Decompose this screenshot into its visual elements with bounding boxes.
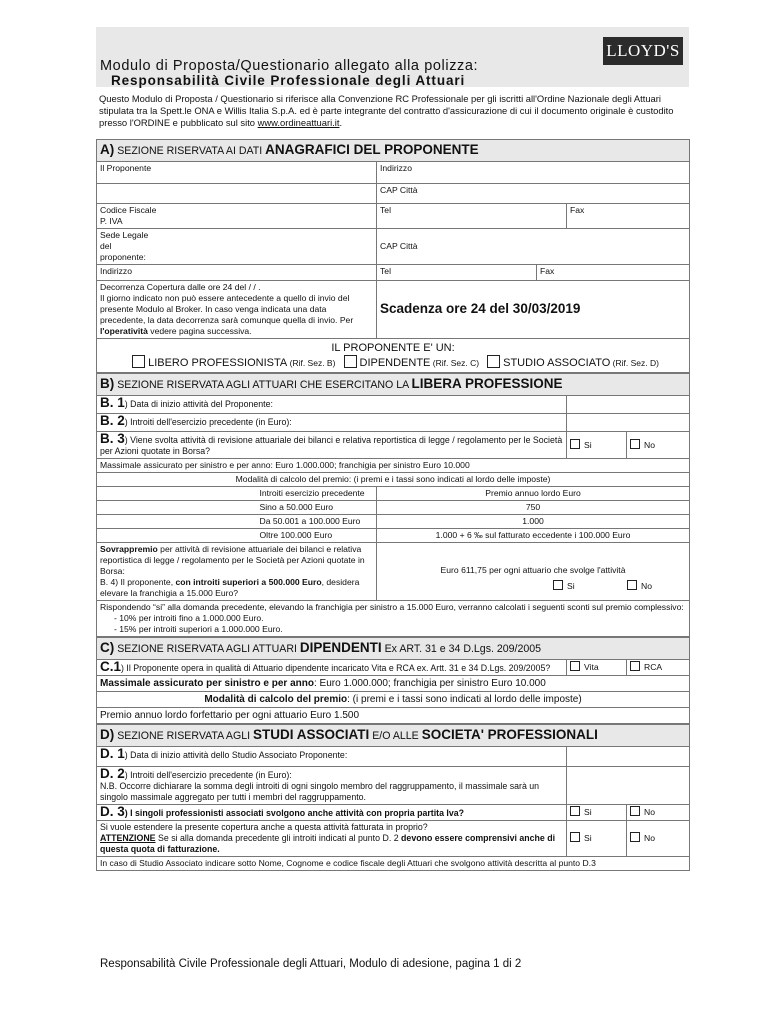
intro-end: .: [339, 117, 343, 129]
section-d-mid: E/O ALLE: [369, 729, 422, 742]
c-modalita: [97, 691, 690, 707]
d3-question: [97, 804, 567, 820]
estendere-no-option[interactable]: [627, 820, 690, 856]
section-a-letter: A): [100, 141, 115, 157]
d3-no-label: No: [644, 807, 655, 818]
section-a-header: [97, 139, 690, 161]
section-a-title: ANAGRAFICI DEL PROPONENTE: [265, 141, 479, 157]
d3-no-option[interactable]: [627, 804, 690, 820]
decorrenza-field[interactable]: [97, 280, 377, 338]
c1-rca-checkbox[interactable]: [630, 661, 640, 671]
estendere-si-checkbox[interactable]: [570, 832, 580, 842]
tel-label: Tel: [380, 204, 391, 215]
rate-row-1-premio: 1.000: [377, 514, 690, 528]
b4-no-label: No: [641, 580, 653, 591]
attenzione-bold: devono essere comprensivi anche di questa quota di fatturazione.: [100, 832, 556, 854]
b3-num: B. 3: [100, 430, 125, 446]
opt1-ref: (Rif. Sez. B): [287, 357, 336, 368]
b4-si-label: Si: [567, 580, 575, 591]
fax-label: Fax: [570, 204, 585, 215]
sede-legale-field[interactable]: [97, 228, 377, 264]
rate-row-2-introiti: Oltre 100.000 Euro: [257, 528, 377, 542]
sovrappremio-value: Euro 611,75 per ogni attuario che svolge l'attività: [440, 564, 626, 575]
b4-no-option[interactable]: [627, 580, 652, 592]
b4-si-option[interactable]: [553, 580, 575, 592]
rate-header-introiti: Introiti esercizio precedente: [257, 486, 377, 500]
cap-citta-label: CAP Città: [380, 184, 418, 195]
b3-text: ) Viene svolta attività di revisione attuariale dei bilanci e relativa reportistica di legge / regolamento per le Società per Azioni quotate in Borsa?: [100, 434, 563, 456]
dipendente-checkbox[interactable]: [344, 355, 357, 368]
il-proponente-label: IL PROPONENTE E' UN:: [331, 341, 455, 354]
c-massimale: [97, 675, 690, 691]
section-c-title: DIPENDENTI: [299, 639, 382, 655]
codice-fiscale-field[interactable]: [97, 203, 377, 228]
sovrappremio-value-cell: [377, 542, 690, 600]
b-modalita: Modalità di calcolo del premio: (i premi e i tassi sono indicati al lordo delle imposte): [97, 472, 690, 486]
opt2-ref: (Rif. Sez. C): [430, 357, 480, 368]
b4-options: [377, 580, 689, 592]
decorrenza-label: Decorrenza Copertura dalle ore 24 del / / .: [100, 281, 261, 292]
opt2-label: DIPENDENTE: [359, 356, 431, 369]
rate-row-0-premio: 750: [377, 500, 690, 514]
d-note: In caso di Studio Associato indicare sotto Nome, Cognome e codice fiscale degli Attuari che svolgono attività descritta al punto D.3: [97, 856, 690, 870]
section-c-post: Ex ART. 31 e 34 D.Lgs. 209/2005: [381, 642, 542, 655]
estendere-question: [97, 820, 567, 856]
section-d-letter: D): [100, 726, 115, 742]
b2-question: [97, 413, 567, 431]
operativita-end: vedere pagina successiva.: [147, 325, 252, 336]
rate-row-0-introiti: Sino a 50.000 Euro: [257, 500, 377, 514]
section-d-pre: SEZIONE RISERVATA AGLI: [114, 729, 253, 742]
section-d-title-2: SOCIETA' PROFESSIONALI: [421, 726, 598, 742]
d3-num: D. 3: [100, 803, 125, 819]
d3-si-checkbox[interactable]: [570, 806, 580, 816]
section-b-table: [96, 373, 690, 637]
d3-si-option[interactable]: [567, 804, 627, 820]
c1-rca-option[interactable]: [627, 659, 690, 675]
rate-header-premio: Premio annuo lordo Euro: [377, 486, 690, 500]
opt3-ref: (Rif. Sez. D): [610, 357, 659, 368]
section-d-title: STUDI ASSOCIATI: [253, 726, 370, 742]
estendere-si-label: Si: [584, 833, 592, 844]
d1-question: [97, 746, 567, 766]
d3-si-label: Si: [584, 807, 592, 818]
b3-no-option[interactable]: [627, 431, 690, 458]
c1-vita-label: Vita: [584, 662, 599, 673]
section-c-table: [96, 637, 690, 724]
c-premio: Premio annuo lordo forfettario per ogni attuario Euro 1.500: [97, 707, 690, 723]
d2-question: [97, 766, 567, 804]
piva-label: P. IVA: [100, 215, 123, 226]
rate-spacer: [97, 486, 257, 500]
c1-rca-label: RCA: [644, 662, 663, 673]
cap-citta-field-2[interactable]: [377, 228, 690, 264]
c1-vita-checkbox[interactable]: [570, 661, 580, 671]
b2-text: ) Introiti dell'esercizio precedente (in Euro):: [124, 416, 292, 427]
c1-question: [97, 659, 567, 675]
form-page: [96, 27, 689, 871]
d1-answer-field[interactable]: [567, 746, 690, 766]
b3-si-checkbox[interactable]: [570, 439, 580, 449]
b4-end: , desidera elevare la franchigia a 15.000 Euro?: [100, 576, 360, 598]
estendere-no-label: No: [644, 833, 655, 844]
opt1-label: LIBERO PROFESSIONISTA: [148, 356, 288, 369]
d3-text: ) I singoli professionisti associati svolgono anche attività con propria partita Iva?: [124, 807, 465, 818]
fax2-label: Fax: [540, 265, 555, 276]
estendere-si-option[interactable]: [567, 820, 627, 856]
rispondendo-cell: [97, 600, 690, 636]
sede-legale-label: Sede Legale: [100, 229, 149, 240]
indirizzo2-label: Indirizzo: [100, 265, 132, 276]
section-d-table: [96, 724, 690, 871]
operativita-label: l'operatività: [100, 325, 148, 336]
scadenza-text: Scadenza ore 24 del 30/03/2019: [380, 300, 581, 316]
proponente2-label: proponente:: [100, 251, 146, 262]
b4-pre: B. 4) Il proponente,: [100, 576, 176, 587]
opt3-label: STUDIO ASSOCIATO: [503, 356, 611, 369]
estendere-text: Si vuole estendere la presente copertura anche a questa attività fatturata in proprio?: [100, 821, 428, 832]
fax-field[interactable]: [567, 203, 690, 228]
section-a-table: [96, 139, 690, 373]
b2-num: B. 2: [100, 412, 125, 428]
d3-no-checkbox[interactable]: [630, 806, 640, 816]
del-label: del: [100, 240, 112, 251]
rate-row-1-introiti: Da 50.001 a 100.000 Euro: [257, 514, 377, 528]
ordine-link[interactable]: www.ordineattuari.it: [257, 117, 340, 129]
attenzione-label: ATTENZIONE: [100, 832, 156, 843]
tel2-label: Tel: [380, 265, 391, 276]
c1-vita-option[interactable]: [567, 659, 627, 675]
b4-si-checkbox[interactable]: [553, 580, 563, 590]
scadenza-cell: [377, 280, 690, 338]
b1-text: ) Data di inizio attività del Proponente:: [124, 398, 273, 409]
b2-answer-field[interactable]: [567, 413, 690, 431]
estendere-no-checkbox[interactable]: [630, 832, 640, 842]
section-b-letter: B): [100, 375, 115, 391]
sovrappremio-bold: Sovrappremio: [100, 543, 158, 554]
codice-fiscale-label: Codice Fiscale: [100, 204, 157, 215]
rate-row-2-premio: 1.000 + 6 ‰ sul fatturato eccedente i 100.000 Euro: [377, 528, 690, 542]
proponente-field[interactable]: [97, 161, 377, 183]
form-title: Modulo di Proposta/Questionario allegato alla polizza:: [100, 58, 479, 74]
proponente-type-cell: [97, 338, 690, 372]
section-b-title: LIBERA PROFESSIONE: [411, 375, 563, 391]
d1-num: D. 1: [100, 745, 125, 761]
libero-professionista-checkbox[interactable]: [132, 355, 145, 368]
section-c-letter: C): [100, 639, 115, 655]
b3-si-label: Si: [584, 439, 592, 450]
c-massimale-text: : Euro 1.000.000; franchigia per sinistro Euro 10.000: [313, 677, 546, 689]
studio-associato-checkbox[interactable]: [487, 355, 500, 368]
indirizzo-label: Indirizzo: [380, 162, 412, 173]
c-modalita-text: : (i premi e i tassi sono indicati al lordo delle imposte): [347, 693, 582, 705]
b4-bold: con introiti superiori a 500.000 Euro: [175, 576, 322, 587]
d2-nb: N.B. Occorre dichiarare la somma degli introiti di ogni singolo membro del raggruppamento, il massimale sarà un singolo massimale aggregato per tutti i membri del raggruppamento.: [100, 780, 540, 802]
attenzione-text: Se si alla domanda precedente gli introiti indicati al punto D. 2: [155, 832, 402, 843]
lloyds-logo: LLOYD'S: [603, 37, 683, 65]
c-massimale-bold: Massimale assicurato per sinistro e per anno: [100, 677, 314, 689]
sconto-2: - 15% per introiti superiori a 1.000.000 Euro.: [114, 623, 283, 634]
b3-no-checkbox[interactable]: [630, 439, 640, 449]
b3-si-option[interactable]: [567, 431, 627, 458]
rispondendo-text: Rispondendo “si” alla domanda precedente, elevando la franchigia per sinistro a 15.000 Euro, verranno calcolati i seguenti sconti sul premio complessivo:: [100, 601, 684, 612]
section-b-header: [97, 373, 690, 395]
c-modalita-bold: Modalità di calcolo del premio: [204, 693, 348, 705]
sconto-1: - 10% per introiti fino a 1.000.000 Euro.: [114, 612, 264, 623]
tel-field-2[interactable]: [377, 264, 537, 280]
b3-no-label: No: [644, 439, 655, 450]
fax-field-2[interactable]: [537, 264, 690, 280]
section-a-pre: SEZIONE RISERVATA AI DATI: [114, 144, 266, 157]
b4-no-checkbox[interactable]: [627, 580, 637, 590]
d2-num: D. 2: [100, 765, 125, 781]
sovrappremio-text: per attività di revisione attuariale dei bilanci e relativa reportistica di legge / regolamento per le Società per Azioni quotate in Borsa:: [100, 543, 365, 576]
rate-spacer: [97, 528, 257, 542]
b1-answer-field[interactable]: [567, 395, 690, 413]
header-band: [96, 27, 689, 87]
rate-spacer: [97, 500, 257, 514]
b1-num: B. 1: [100, 394, 125, 410]
c1-num: C.1: [100, 658, 122, 674]
cap-citta2-label: CAP Città: [380, 240, 418, 251]
intro-paragraph: [96, 93, 689, 130]
b-massimale: Massimale assicurato per sinistro e per anno: Euro 1.000.000; franchigia per sinistro Euro 10.000: [97, 458, 690, 472]
proponente-label: Il Proponente: [100, 162, 152, 173]
d2-answer-field[interactable]: [567, 766, 690, 804]
proponente-field-cont[interactable]: [97, 183, 377, 203]
decorrenza-note: Il giorno indicato non può essere antecedente a quello di invio del presente Modulo al Broker. In caso venga indicata una data precedente, la data decorrenza sarà comunque quella di invio. Per: [100, 292, 354, 325]
tel-field[interactable]: [377, 203, 567, 228]
indirizzo-field[interactable]: [377, 161, 690, 183]
b3-question: [97, 431, 567, 458]
sovrappremio-cell: [97, 542, 377, 600]
section-d-header: [97, 724, 690, 746]
c1-text: ) Il Proponente opera in qualità di Attuario dipendente incaricato Vita e RCA ex. Artt. 31 e 34 D.Lgs. 209/2005?: [121, 662, 551, 673]
intro-text: Questo Modulo di Proposta / Questionario si riferisce alla Convenzione RC Professionale per gli iscritti all'Ordine Nazionale degli Attuari stipulata tra la Spett.le ONA e Willis Italia S.p.A. ed è parte integrante del contratto d'assicurazione di cui il documento originale è custodito presso l'ORDINE e pubblicato sul sito: [99, 93, 674, 129]
section-c-header: [97, 637, 690, 659]
page-footer: Responsabilità Civile Professionale degli Attuari, Modulo di adesione, pagina 1 di 2: [100, 958, 522, 970]
section-b-pre: SEZIONE RISERVATA AGLI ATTUARI CHE ESERCITANO LA: [114, 378, 412, 391]
d2-text: ) Introiti dell'esercizio precedente (in Euro):: [124, 769, 292, 780]
b1-question: [97, 395, 567, 413]
indirizzo-field-2[interactable]: [97, 264, 377, 280]
section-c-pre: SEZIONE RISERVATA AGLI ATTUARI: [114, 642, 300, 655]
cap-citta-field[interactable]: [377, 183, 690, 203]
form-subtitle: Responsabilità Civile Professionale degli Attuari: [111, 73, 466, 88]
d1-text: ) Data di inizio attività dello Studio Associato Proponente:: [124, 749, 348, 760]
rate-spacer: [97, 514, 257, 528]
